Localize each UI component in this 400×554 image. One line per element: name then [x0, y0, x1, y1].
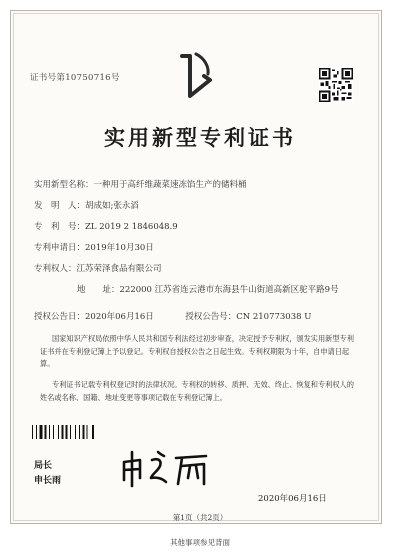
director-title: 局长 [34, 461, 53, 471]
field-value: 222000 江苏省连云港市东海县牛山街道高新区驼平路9号 [119, 285, 339, 295]
director-name: 申长雨 [34, 476, 62, 486]
announcement-paragraph-1: 国家知识产权局依照中华人民共和国专利法经过初步审查，决定授予专利权，颁发实用新型专利证书并在专利登记簿上予以登记。专利权自授权公告之日起生效。专利权期限为十年，自申请日起算。 [40, 334, 354, 368]
patent-number-field [34, 220, 178, 232]
field-value: 一种用于高纤维蔬菜速冻馅生产的储料桶 [93, 180, 247, 190]
qr-code-icon [319, 68, 353, 102]
barcode-icon [32, 425, 108, 439]
field-label: 地 址： [77, 285, 120, 295]
field-value: CN 210773038 U [236, 312, 312, 322]
field-value: 胡成如;张永滔 [85, 201, 139, 211]
field-value: 江苏荣泽食品有限公司 [76, 264, 162, 274]
patent-office-logo-icon [176, 50, 216, 106]
announcement-paragraph-2: 专利证书记载专利权登记时的法律状况。专利权的转移、质押、无效、终止、恢复和专利权人的姓名或名称、国籍、地址变更等事项记载在专利登记簿上。 [40, 380, 354, 402]
footer-note: 其他事项参见背面 [170, 538, 230, 547]
address-field [77, 283, 339, 295]
certificate-title: 实用新型专利证书 [104, 125, 296, 150]
field-value: 2020年06月16日 [85, 312, 154, 322]
field-value: 2019年10月30日 [85, 243, 154, 253]
signing-date: 2020年06月16日 [258, 494, 327, 504]
grant-info-field [34, 310, 311, 322]
field-label: 专利权人： [34, 264, 77, 274]
page-number: 第1页（共2页） [172, 513, 228, 522]
certificate-number: 证书号第10750716号 [30, 73, 120, 83]
field-label: 专 利 号： [34, 222, 86, 232]
patentee-field [34, 262, 162, 274]
inventor-field [34, 199, 139, 211]
application-date-field [34, 241, 154, 253]
field-value: ZL 2019 2 1846048.9 [85, 222, 178, 232]
field-label: 发 明 人： [34, 201, 86, 211]
utility-model-name-field [34, 178, 247, 190]
field-label: 授权公告日： [34, 312, 86, 322]
field-label: 专利申请日： [34, 243, 86, 253]
signature-icon [118, 444, 214, 490]
field-label: 实用新型名称： [34, 180, 94, 190]
field-label: 授权公告号： [185, 312, 237, 322]
